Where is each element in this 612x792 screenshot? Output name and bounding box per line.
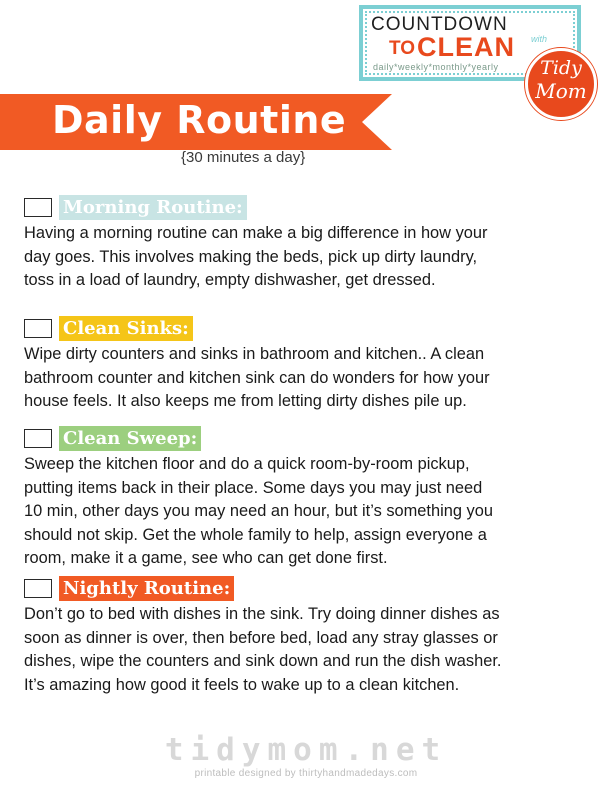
- logo-frequencies-text: daily*weekly*monthly*yearly: [373, 62, 499, 72]
- body-line: Having a morning routine can make a big difference in how your: [24, 224, 488, 242]
- section-body: [24, 343, 604, 414]
- title-banner: [0, 94, 392, 180]
- body-line: toss in a load of laundry, empty dishwasher, get dressed.: [24, 271, 436, 289]
- section-body: [24, 603, 604, 697]
- body-line: should not skip. Get the whole family to help, assign everyone a: [24, 525, 487, 544]
- body-line: putting items back in their place. Some days you may just need: [24, 478, 483, 497]
- page-subtitle: {30 minutes a day}: [181, 149, 306, 166]
- clean-sinks-checkbox[interactable]: [24, 319, 52, 338]
- badge-mom-text: Mom: [535, 79, 587, 103]
- body-line: room, make it a game, see who can get done first.: [24, 549, 388, 567]
- footer-credit: printable designed by thirtyhandmadedays.com: [194, 768, 418, 779]
- body-line: bathroom counter and kitchen sink can do wonders for how your: [24, 368, 490, 387]
- body-line: house feels. It also keeps me from letting dirty dishes pile up.: [24, 392, 467, 410]
- body-line: It’s amazing how good it feels to wake up to a clean kitchen.: [24, 675, 460, 694]
- tidymom-badge: [525, 48, 597, 120]
- clean-sweep-checkbox[interactable]: [24, 429, 52, 448]
- badge-tidy-text: Tidy: [540, 57, 582, 79]
- page-title: Daily Routine: [52, 98, 347, 142]
- footer-site-name: tidymom.net: [164, 732, 448, 768]
- section-morning-routine: [24, 195, 604, 293]
- section-heading: Clean Sweep:: [59, 426, 201, 451]
- morning-routine-checkbox[interactable]: [24, 198, 52, 217]
- section-body: [24, 453, 604, 571]
- body-line: day goes. This involves making the beds, pick up dirty laundry,: [24, 247, 478, 266]
- section-heading: Nightly Routine:: [59, 576, 234, 601]
- nightly-routine-checkbox[interactable]: [24, 579, 52, 598]
- logo-with-text: with: [531, 34, 548, 44]
- body-line: soon as dinner is over, then before bed, load any stray glasses or: [24, 628, 498, 647]
- body-line: 10 min, other days you may need an hour, but it’s something you: [24, 502, 493, 520]
- section-nightly-routine: [24, 576, 604, 697]
- section-body: [24, 222, 604, 293]
- logo-clean-text: CLEAN: [417, 32, 515, 62]
- section-heading: Morning Routine:: [59, 195, 247, 220]
- section-clean-sweep: [24, 426, 604, 571]
- body-line: Wipe dirty counters and sinks in bathroom and kitchen.. A clean: [24, 345, 485, 363]
- body-line: Don’t go to bed with dishes in the sink. Try doing dinner dishes as: [24, 605, 500, 623]
- body-line: Sweep the kitchen floor and do a quick room-by-room pickup,: [24, 455, 470, 473]
- logo-countdown-text: COUNTDOWN: [371, 14, 508, 35]
- section-heading: Clean Sinks:: [59, 316, 193, 341]
- body-line: dishes, wipe the counters and sink down and run the dish washer.: [24, 652, 502, 670]
- logo-to-text: TO: [389, 38, 416, 59]
- section-clean-sinks: [24, 316, 604, 414]
